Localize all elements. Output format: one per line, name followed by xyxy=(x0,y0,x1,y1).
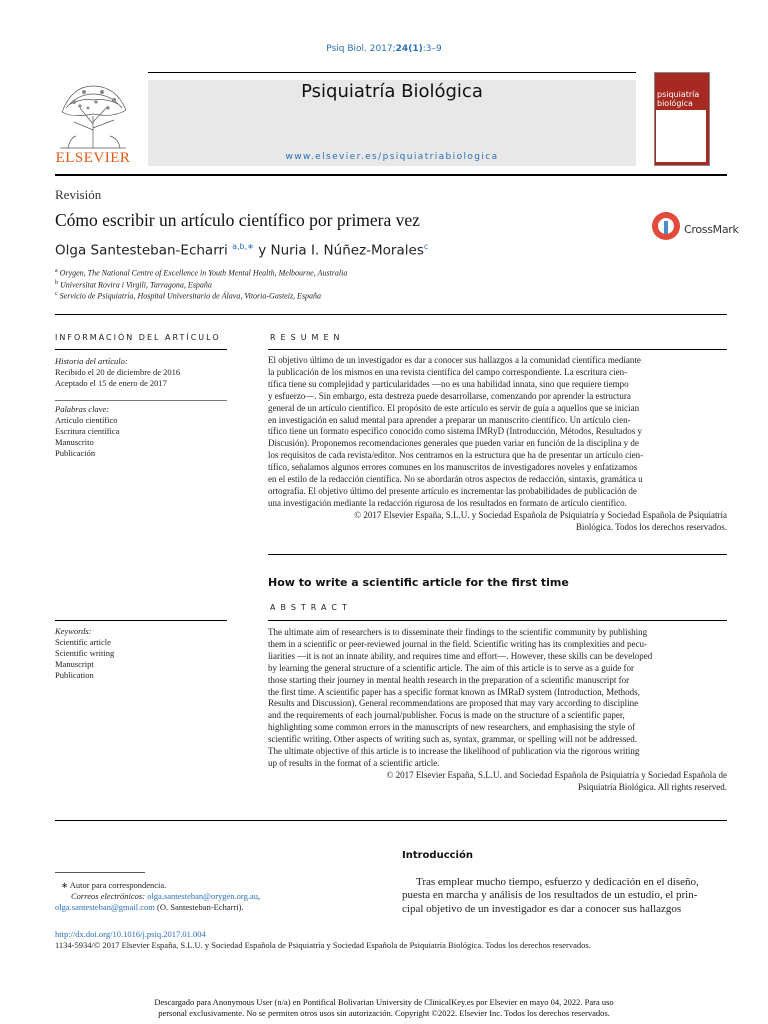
email-owner: (O. Santesteban-Echarri). xyxy=(154,902,244,912)
correspondence-footnote: ∗ Autor para correspondencia. Correos electrónicos: olga.santesteban@orygen.org.au, olga.santesteban@gmail.com (O. Santesteban-Echarri). xyxy=(55,880,261,912)
citation-pages: :3–9 xyxy=(422,44,442,54)
journal-title: Psiquiatría Biológica xyxy=(301,81,483,102)
journal-url-link[interactable]: www.elsevier.es/psiquiatriabiologica xyxy=(285,152,499,162)
email-link-2[interactable]: olga.santesteban@gmail.com xyxy=(55,902,155,912)
accepted-date: Aceptado el 15 de enero de 2017 xyxy=(55,378,167,388)
abstract-line: Results and Discussion). General recommendations are proposed that may vary according to discipline xyxy=(268,698,639,709)
cover-contents-area xyxy=(656,110,706,162)
keyword-en-item: Manuscript xyxy=(55,659,94,669)
resumen-line: los requisitos de cada revista/editor. Nos centramos en la estructura que ha de presentar un artículo cien- xyxy=(268,450,644,461)
keywords-es xyxy=(55,404,119,459)
resumen-line: en el estilo de la redacción científica. No se abordarán otros aspectos de redacción, sintaxis, gramática u xyxy=(268,474,643,485)
resumen-line: general de un artículo científico. El propósito de este artículo es servir de guía a aquellos que se inician xyxy=(268,402,640,413)
citation-prefix: Psiq Biol. 2017; xyxy=(326,44,396,54)
resumen-copyright-2: Biológica. Todos los derechos reservados. xyxy=(575,521,727,532)
affiliation-text: Universitat Rovira i Virgili, Tarragona, España xyxy=(60,280,212,290)
cover-title xyxy=(657,90,707,108)
resumen-line: tífico, señalamos algunos errores comunes en los manuscritos de investigadores noveles y enfatizamos xyxy=(268,462,638,473)
resumen-body xyxy=(268,355,727,534)
crossmark-icon-bar xyxy=(664,221,668,234)
doi-footnote xyxy=(55,929,591,951)
keyword-en-item: Scientific writing xyxy=(55,648,115,658)
header-bottom-rule xyxy=(55,174,727,176)
emails-label: Correos electrónicos: xyxy=(71,891,146,901)
author-2-name[interactable]: y Nuria I. Núñez-Morales xyxy=(258,242,424,259)
citation-issue: (1) xyxy=(408,44,423,54)
abstract-rule xyxy=(268,620,727,621)
doi-link[interactable]: http://dx.doi.org/10.1016/j.psiq.2017.01.004 xyxy=(55,929,206,939)
affiliation-mark: c xyxy=(55,291,58,297)
resumen-line: una investigación mediante la redacción rigurosa de los resultados en formato de artículo científico. xyxy=(268,497,627,508)
keywords-en-rule xyxy=(55,620,227,621)
elsevier-wordmark[interactable]: ELSEVIER xyxy=(55,150,131,166)
keyword-item: Escritura científica xyxy=(55,426,120,436)
keyword-en-item: Publication xyxy=(55,670,94,680)
author-note: Autor para correspondencia. xyxy=(69,880,167,890)
introduction-body xyxy=(402,876,727,916)
email-link-1[interactable]: olga.santesteban@orygen.org.au xyxy=(147,891,259,901)
footnote-star: ∗ xyxy=(61,880,69,890)
keywords-en-label: Keywords: xyxy=(55,626,92,636)
resumen-line: El objetivo último de un investigador es dar a conocer sus hallazgos a la comunidad científica mediante xyxy=(268,355,641,365)
article-info-rule xyxy=(55,349,227,350)
resumen-line: la publicación de los mismos en una revista científica del campo correspondiente. La escritura cien- xyxy=(268,366,628,377)
article-title: Cómo escribir un artículo científico por primera vez xyxy=(55,210,420,230)
header-top-rule xyxy=(148,72,636,73)
resumen-line: tífica tiene su complejidad y particularidades —no es una habilidad innata, sino que requiere tiempo xyxy=(268,378,629,389)
issn-line: 1134-5934/© 2017 Elsevier España, S.L.U. y Sociedad Española de Psiquiatría y Sociedad Española de Psiquiatría Biológica. Todos los derechos reservados. xyxy=(55,940,591,950)
history-keywords-rule xyxy=(55,400,227,401)
download-notice xyxy=(0,997,768,1019)
keywords-en xyxy=(55,626,114,681)
resumen-line: en investigación en salud mental para aprender a preparar un manuscrito científico. Un artículo cien- xyxy=(268,414,631,425)
resumen-line: ortografía. El objetivo último del presente artículo es incrementar las probabilidades de publicación de xyxy=(268,485,637,496)
article-info-heading: INFORMACIÓN DEL ARTÍCULO xyxy=(55,333,221,342)
citation-volume: 24 xyxy=(395,44,409,54)
affiliation-text: Orygen, The National Centre of Excellence in Youth Mental Health, Melbourne, Australia xyxy=(59,268,348,278)
abstract-copyright-2: Psiquiatría Biológica. All rights reserved. xyxy=(578,781,727,792)
abstract-line: those starting their journey in mental health research in the preparation of a scientific manuscript for xyxy=(268,674,630,685)
affiliation-b xyxy=(55,280,212,290)
affiliation-a xyxy=(55,268,347,278)
abstract-line: The ultimate aim of researchers is to disseminate their findings to the scientific community by publishing xyxy=(268,627,648,637)
abstract-line: and the requirements of each journal/publisher. Focus is made on the structure of a scientific paper, xyxy=(268,710,625,721)
journal-citation[interactable] xyxy=(0,44,768,54)
article-history xyxy=(55,356,180,389)
abstract-line: The ultimate objective of this article is to increase the likelihood of publication via the rigorous writing xyxy=(268,746,640,757)
affiliation-mark: a xyxy=(55,268,58,274)
abstract-body xyxy=(268,627,727,794)
affiliation-text: Servicio de Psiquiatría, Hospital Universitario de Álava, Vitoria-Gasteiz, España xyxy=(59,291,322,301)
abstract-line: highlighting some common errors in the manuscripts of new researchers, and emphasising the style of xyxy=(268,722,636,733)
crossmark-label[interactable]: CrossMark xyxy=(684,223,739,236)
received-date: Recibido el 20 de diciembre de 2016 xyxy=(55,367,181,377)
intro-line: puesta en marcha y análisis de los resultados de un estudio, el prin- xyxy=(402,889,698,902)
abstract-line: the first time. A scientific paper has a specific format known as IMRaD system (Introduction, Methods, xyxy=(268,686,640,697)
affiliation-c xyxy=(55,291,321,301)
footnote-rule xyxy=(55,872,145,873)
affiliation-mark: b xyxy=(55,280,58,286)
resumen-copyright-1: © 2017 Elsevier España, S.L.U. y Sociedad Española de Psiquiatría y Sociedad Española de Psiquiatría xyxy=(354,509,727,520)
abstract-bottom-rule xyxy=(55,820,727,821)
author-2-affiliation-mark[interactable]: c xyxy=(423,242,429,251)
keyword-en-item: Scientific article xyxy=(55,637,111,647)
resumen-line: tífico tiene un formato específico conocido como sistema IMRyD (Introducción, Métodos, Resultados y xyxy=(268,426,643,437)
resumen-rule xyxy=(268,349,727,350)
abstract-copyright-1: © 2017 Elsevier España, S.L.U. and Sociedad Española de Psiquiatría y Sociedad Española de xyxy=(386,769,727,780)
intro-line: Tras emplear mucho tiempo, esfuerzo y dedicación en el diseño, xyxy=(416,876,699,888)
keyword-item: Publicación xyxy=(55,448,96,458)
cover-title-line-2: biológica xyxy=(657,99,693,108)
abstract-heading: ABSTRACT xyxy=(270,603,352,612)
english-title: How to write a scientific article for the first time xyxy=(268,576,569,589)
author-1-affiliation-marks[interactable]: a,b,∗ xyxy=(232,242,254,251)
download-notice-line-2: personal exclusivamente. No se permiten otros usos sin autorización. Copyright ©2022. Elsevier Inc. Todos los derechos reservados. xyxy=(158,1008,610,1018)
affiliation-divider xyxy=(55,314,727,315)
abstract-line: by learning the general structure of a scientific article. The aim of this article is to serve as a guide for xyxy=(268,662,634,673)
keyword-item: Artículo científico xyxy=(55,415,118,425)
history-label: Historia del artículo: xyxy=(55,356,128,366)
resumen-line: y esfuerzo—. Sin embargo, esta destreza puede desarrollarse, comenzando por aprender la estructura xyxy=(268,390,631,401)
article-type: Revisión xyxy=(55,187,102,202)
author-1-name[interactable]: Olga Santesteban-Echarri xyxy=(55,242,228,259)
author-list xyxy=(55,242,428,259)
abstract-line: up of results in the format of a scientific article. xyxy=(268,757,440,768)
abstract-line: scientific writing. Other aspects of writing such as, syntax, grammar, or spelling will not be addressed. xyxy=(268,734,638,745)
abstract-line: them in a scientific or peer-reviewed journal in the field. Scientific writing has its complexities and pecu- xyxy=(268,638,647,649)
resumen-line: Discusión). Proponemos recomendaciones generales que pueden variar en función de la disciplina y de xyxy=(268,438,639,449)
intro-line: cipal objetivo de un investigador es dar a conocer sus hallazgos xyxy=(402,902,682,915)
keyword-item: Manuscrito xyxy=(55,437,94,447)
resumen-heading: RESUMEN xyxy=(270,333,345,342)
keywords-label: Palabras clave: xyxy=(55,404,110,414)
cover-title-line-1: psiquiatría xyxy=(657,90,700,99)
download-notice-line-1: Descargado para Anonymous User (n/a) en Pontifical Bolivarian University de ClinicalKey.es por Elsevier en mayo 04, 2022. Para uso xyxy=(154,997,614,1007)
introduction-heading: Introducción xyxy=(402,850,473,861)
resumen-bottom-rule xyxy=(268,554,727,555)
abstract-line: liarities —it is not an innate ability, and requires time and effort—. However, these skills can be developed xyxy=(268,650,653,661)
